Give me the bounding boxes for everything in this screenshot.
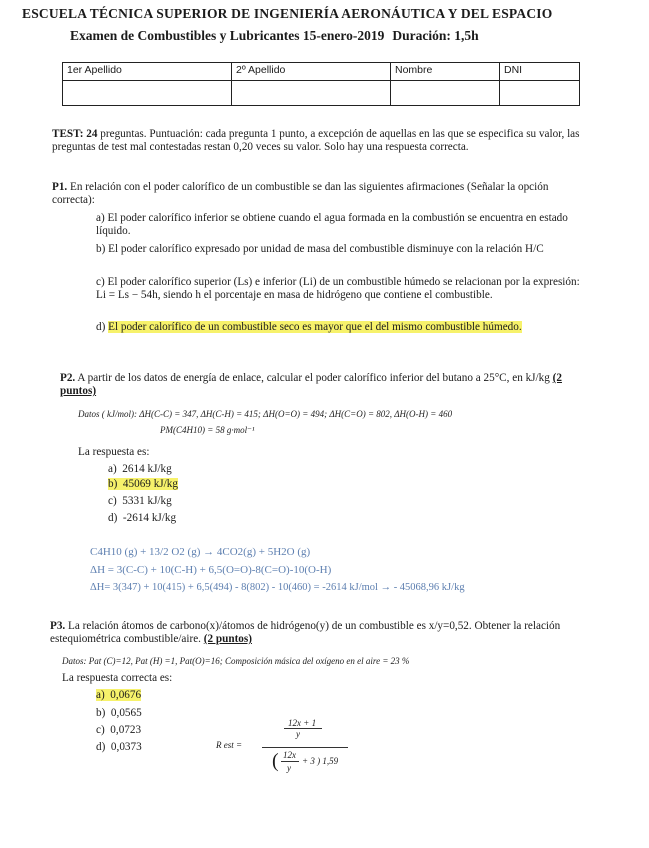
header-dni: DNI	[500, 63, 580, 81]
question-1-label: P1.	[52, 181, 68, 193]
formula-open-paren: (	[272, 750, 279, 772]
question-2-stem	[60, 372, 584, 398]
question-2-text: A partir de los datos de energía de enlace, calcular el poder calorífico inferior del butano a 25°C, en kJ/kg	[77, 372, 550, 384]
question-3-text: La relación átomos de carbono(x)/átomos de hidrógeno(y) de un combustible es x/y=0,52. Obtener la relación estequiométrica combustible/aire.	[50, 620, 561, 645]
test-instructions-text: preguntas. Puntuación: cada pregunta 1 punto, a excepción de aquellas en las que se especifica su valor, las preguntas de test mal contestadas restan 0,20 veces su valor. Solo hay una respuesta correcta.	[52, 128, 580, 153]
question-1-stem	[52, 181, 584, 207]
option-text: El poder calorífico expresado por unidad de masa del combustible disminuye con la relación H/C	[108, 243, 544, 255]
question-2-points: (2 puntos)	[60, 372, 562, 397]
option-letter: c)	[96, 724, 105, 736]
question-1-option-a[interactable]	[96, 212, 584, 238]
option-text: El poder calorífico superior (Ls) e inferior (Li) de un combustible húmedo se relacionan por la expresión: Li = Ls − 54h, siendo h el porcentaje en masa de hidrógeno que contiene el combustible.	[96, 276, 580, 301]
exam-duration: Duración: 1,5h	[392, 28, 479, 43]
question-2-option-a[interactable]	[108, 463, 172, 476]
question-3-stem	[50, 620, 584, 646]
formula-lhs: R est =	[216, 740, 243, 750]
option-letter: d)	[96, 741, 106, 753]
question-2-option-b[interactable]	[108, 478, 178, 491]
formula-denominator-inner-den: y	[287, 763, 291, 773]
option-letter-highlighted: a)	[96, 689, 105, 701]
formula-denominator-inner: 12x	[283, 750, 296, 760]
id-table-input-row	[63, 81, 580, 106]
question-2-option-d[interactable]	[108, 512, 176, 525]
option-letter: b)	[96, 243, 106, 255]
option-text: 0,0565	[110, 707, 142, 719]
question-1-text: En relación con el poder calorífico de un combustible se dan las siguientes afirmaciones (Señalar la opción correcta):	[52, 181, 549, 206]
formula-denominator-inner-bar	[281, 761, 299, 762]
question-1-option-b[interactable]	[96, 243, 584, 256]
option-letter: c)	[96, 276, 105, 288]
question-2-molar-mass: PM(C4H10) = 58 g·mol⁻¹	[160, 425, 255, 435]
option-letter: b)	[96, 707, 106, 719]
id-table-header-row	[63, 63, 580, 81]
question-3-option-b[interactable]	[96, 707, 142, 720]
second-surname-field[interactable]	[232, 81, 391, 106]
first-surname-field[interactable]	[63, 81, 232, 106]
question-2-data: Datos ( kJ/mol): ΔH(C-C) = 347, ΔH(C-H) = 415; ΔH(O=O) = 494; ΔH(C=O) = 802, ΔH(O-H) = 460	[78, 409, 453, 419]
question-3-option-a[interactable]	[96, 689, 141, 702]
option-letter: c)	[108, 495, 117, 507]
option-letter: d)	[96, 321, 106, 333]
header-first-surname: 1er Apellido	[63, 63, 232, 81]
question-2-label: P2.	[60, 372, 76, 384]
formula-denominator-rest: + 3 ) 1,59	[302, 756, 339, 766]
header-name: Nombre	[391, 63, 500, 81]
option-letter: a)	[96, 212, 105, 224]
option-text: 0,0373	[110, 741, 142, 753]
question-2-solution-result: ΔH= 3(347) + 10(415) + 6,5(494) - 8(802) - 10(460) = -2614 kJ/mol → - 45068,96 kJ/kg	[90, 582, 465, 593]
question-1-option-d[interactable]	[96, 321, 584, 334]
option-text-highlighted: 45069 kJ/kg	[122, 478, 178, 490]
dni-field[interactable]	[500, 81, 580, 106]
option-text: 2614 kJ/kg	[122, 463, 172, 475]
formula-numerator-denominator: y	[296, 729, 300, 739]
name-field[interactable]	[391, 81, 500, 106]
question-1-option-c[interactable]	[96, 276, 584, 302]
school-name	[22, 6, 552, 22]
header-second-surname: 2º Apellido	[232, 63, 391, 81]
option-text-highlighted: El poder calorífico de un combustible seco es mayor que el del mismo combustible húmedo.	[108, 321, 522, 333]
question-3-data: Datos: Pat (C)=12, Pat (H) =1, Pat(O)=16; Composición másica del oxígeno en el aire = 23 %	[62, 656, 410, 666]
question-3-points: (2 puntos)	[203, 633, 252, 645]
exam-title	[70, 28, 479, 44]
question-2-solution-enthalpy: ΔH = 3(C-C) + 10(C-H) + 6,5(O=O)-8(C=O)-10(O-H)	[90, 564, 332, 576]
option-letter: d)	[108, 512, 118, 524]
formula-numerator: 12x + 1	[288, 718, 317, 728]
question-2-option-c[interactable]	[108, 495, 172, 508]
question-3-answer-label: La respuesta correcta es:	[62, 672, 173, 684]
option-letter-highlighted: b)	[108, 478, 118, 490]
question-2-solution-reaction: C4H10 (g) + 13/2 O2 (g) → 4CO2(g) + 5H2O (g)	[90, 546, 311, 558]
question-3-option-d[interactable]	[96, 741, 142, 754]
question-2-answer-label: La respuesta es:	[78, 446, 150, 458]
student-id-table	[62, 62, 580, 106]
question-3-label: P3.	[50, 620, 66, 632]
option-text-highlighted: 0,0676	[110, 689, 142, 701]
option-text: El poder calorífico inferior se obtiene cuando el agua formada en la combustión se encuentra en estado líquido.	[96, 212, 568, 237]
option-letter: a)	[108, 463, 117, 475]
formula-numerator-bar	[284, 728, 322, 729]
school-name-text: ESCUELA TÉCNICA SUPERIOR DE INGENIERÍA AERONÁUTICA Y DEL ESPACIO	[22, 6, 553, 21]
question-3-option-c[interactable]	[96, 724, 141, 737]
option-text: 0,0723	[110, 724, 142, 736]
test-label: TEST: 24	[52, 128, 98, 140]
exam-title-text: Examen de Combustibles y Lubricantes 15-enero-2019	[70, 28, 385, 43]
option-text: 5331 kJ/kg	[122, 495, 172, 507]
formula-main-bar	[262, 747, 348, 748]
test-instructions	[52, 128, 584, 154]
option-text: -2614 kJ/kg	[122, 512, 177, 524]
